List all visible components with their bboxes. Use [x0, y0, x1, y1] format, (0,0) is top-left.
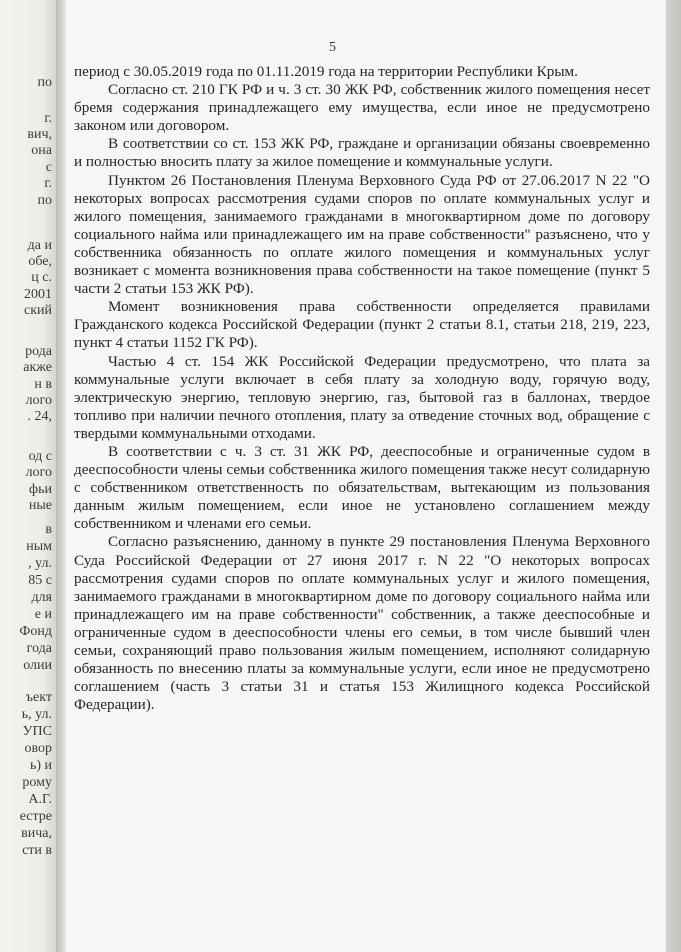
adjacent-page-fragment: ъект	[25, 690, 52, 705]
adjacent-page-fragment: по	[37, 193, 52, 208]
adjacent-page-fragment: для	[31, 590, 52, 605]
paragraph-6: Частью 4 ст. 154 ЖК Российской Федерации предусмотрено, что плата за коммунальные услуги включает в себя плату за холодную воду, горячую воду, электрическую энергию, тепловую энергию, газ, бытовой газ в баллонах, твердое топливо при наличии печного отопления, плату за отведение сточных вод, обращение с твердыми коммунальными отходами.	[74, 352, 650, 442]
adjacent-page-fragment: по	[37, 75, 52, 90]
paragraph-3: В соответствии со ст. 153 ЖК РФ, граждане и организации обязаны своевременно и полностью вносить плату за жилое помещение и коммунальные услуги.	[74, 135, 650, 171]
adjacent-page-fragment: 85 с	[28, 573, 52, 588]
adjacent-page-strip	[0, 0, 56, 952]
adjacent-page-fragment: г.	[44, 111, 52, 126]
adjacent-page-fragment: естре	[19, 809, 52, 824]
adjacent-page-fragment: г.	[44, 176, 52, 191]
adjacent-page-fragment: 2001	[24, 287, 52, 302]
adjacent-page-fragment: лого	[25, 393, 52, 408]
paragraph-8: Согласно разъяснению, данному в пункте 29 постановления Пленума Верховного Суда Российской Федерации от 27 июня 2017 г. N 22 "О некоторых вопросах рассмотрения судами споров по оплате коммунальных услуг и жилого помещения, занимаемого гражданами в многоквартирном доме по договору социального найма или принадлежащего им на праве собственности" собственник, а также дееспособные и ограниченные судом в дееспособности члены его семьи, в том числе бывший член семьи, сохраняющий право пользования жилым помещением, исполняют солидарную обязанность по внесению платы за коммунальные услуги, если иное не предусмотрено соглашением (часть 3 статьи 31 и статья 153 Жилищного кодекса Российской Федерации).	[74, 533, 650, 714]
document-page	[66, 0, 666, 952]
adjacent-page-fragment: с	[45, 160, 52, 175]
adjacent-page-fragment: вича,	[21, 826, 52, 841]
adjacent-page-fragment: рому	[22, 775, 52, 790]
adjacent-page-fragment: ные	[28, 498, 52, 513]
paragraph-4: Пунктом 26 Постановления Пленума Верховного Суда РФ от 27.06.2017 N 22 "О некоторых вопросах рассмотрения судами споров по оплате коммунальных услуг и жилого помещения, занимаемого гражданами в многоквартирном доме по договору социального найма или принадлежащего им на праве собственности" разъяснено, что у собственника обязанность по оплате жилого помещения и коммунальных услуг возникает с момента возникновения права собственности на такое помещение (пункт 5 части 2 статьи 153 ЖК РФ).	[74, 171, 650, 298]
binding-gutter	[56, 0, 66, 952]
adjacent-page-fragment: обе,	[28, 254, 52, 269]
adjacent-page-fragment: ным	[26, 539, 52, 554]
adjacent-page-fragment: . 24,	[27, 409, 52, 424]
adjacent-page-fragment: да и	[27, 238, 52, 253]
adjacent-page-fragment: ь) и	[29, 758, 52, 773]
adjacent-page-fragment: ц с.	[31, 270, 52, 285]
paragraph-7: В соответствии с ч. 3 ст. 31 ЖК РФ, дееспособные и ограниченные судом в дееспособности члены семьи собственника жилого помещения также несут солидарную с собственником ответственность по обязательствам, вытекающим из пользования данным жилым помещением, если иное не установлено соглашением между собственником и членами его семьи.	[74, 442, 650, 533]
adjacent-page-fragment: акже	[23, 360, 52, 375]
adjacent-page-fragment: ь, ул.	[21, 707, 52, 722]
adjacent-page-fragment: А.Г.	[28, 792, 52, 807]
adjacent-page-fragment: ский	[24, 303, 52, 318]
adjacent-page-fragment: сти в	[22, 843, 52, 858]
adjacent-page-fragment: она	[31, 143, 52, 158]
adjacent-page-fragment: лого	[25, 465, 52, 480]
adjacent-page-fragment: года	[26, 641, 52, 656]
paragraph-5: Момент возникновения права собственности определяется правилами Гражданского кодекса Российской Федерации (пункт 2 статьи 8.1, статьи 218, 219, 223, пункт 4 статьи 1152 ГК РФ).	[74, 298, 650, 352]
adjacent-page-fragment: в	[45, 522, 52, 537]
adjacent-page-fragment: рода	[25, 344, 52, 359]
paragraph-2: Согласно ст. 210 ГК РФ и ч. 3 ст. 30 ЖК РФ, собственник жилого помещения несет бремя содержания принадлежащего ему имущества, если иное не предусмотрено законом или договором.	[74, 81, 650, 135]
page-edge-shadow	[666, 0, 681, 952]
adjacent-page-fragment: од с	[28, 449, 52, 464]
adjacent-page-fragment: , ул.	[28, 556, 52, 571]
adjacent-page-fragment: УПС	[22, 724, 52, 739]
adjacent-page-fragment: вич,	[27, 127, 52, 142]
page-number: 5	[329, 40, 336, 55]
adjacent-page-fragment: олии	[23, 658, 52, 673]
adjacent-page-fragment: Фонд	[19, 624, 52, 639]
adjacent-page-fragment: фьи	[29, 482, 52, 497]
paragraph-1: период с 30.05.2019 года по 01.11.2019 года на территории Республики Крым.	[74, 63, 578, 80]
page-text	[74, 63, 650, 714]
adjacent-page-fragment: н в	[34, 377, 52, 392]
adjacent-page-fragment: е и	[34, 607, 52, 622]
adjacent-page-fragment: овор	[24, 741, 52, 756]
